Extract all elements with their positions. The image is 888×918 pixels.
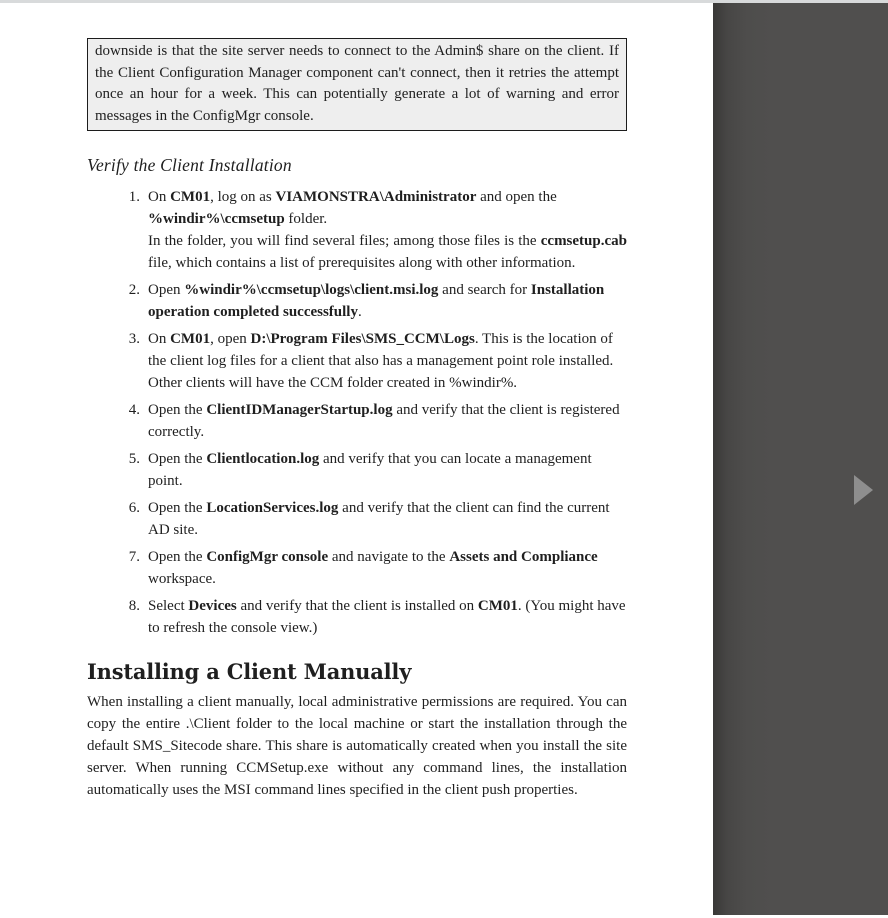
step-item-8 [87,595,627,639]
step-body [148,279,627,323]
step-number: 5. [128,451,140,467]
step-item-3 [87,328,627,394]
steps-list [87,186,627,639]
manual-section-paragraph: When installing a client manually, local administrative permissions are required. You can copy the entire .\Client folder to the local machine or start the installation through the default SMS_Sitecode share. This share is automatically created when you install the site server. When running CCMSetup.exe without any command lines, the installation automatically uses the MSI command lines specified in the client push properties. [87,694,627,798]
step-body [148,186,627,274]
step-number: 2. [128,282,140,298]
next-page-arrow-icon[interactable] [854,475,873,505]
step-text: In the folder, you will find several files; among those files is the ccmsetup.cab file, which contains a list of prerequisites along with other information. [148,233,627,271]
note-box-text: downside is that the site server needs to connect to the Admin$ share on the client. If the Client Configuration Manager component can't connect, then it retries the attempt once an hour for a week. This can potentially generate a lot of warning and error messages in the ConfigMgr console. [95,43,619,124]
step-text: Open %windir%\ccmsetup\logs\client.msi.log and search for Installation operation completed successfully. [148,282,605,320]
step-body [148,497,627,541]
step-text: Open the ClientIDManagerStartup.log and verify that the client is registered correctly. [148,402,620,440]
top-edge-strip [0,0,888,3]
step-number: 3. [128,331,140,347]
step-text: On CM01, log on as VIAMONSTRA\Administrator and open the %windir%\ccmsetup folder. [148,189,557,227]
step-number: 4. [128,402,140,418]
step-number: 6. [128,500,140,516]
step-item-1 [87,186,627,274]
step-text: Select Devices and verify that the client is installed on CM01. (You might have to refresh the console view.) [148,598,626,636]
document-page-content [87,38,627,801]
step-body [148,328,627,394]
step-item-5 [87,448,627,492]
step-body [148,399,627,443]
step-body [148,595,627,639]
step-item-7 [87,546,627,590]
step-text: Open the ConfigMgr console and navigate to the Assets and Compliance workspace. [148,549,598,587]
step-item-2 [87,279,627,323]
step-number: 1. [128,189,140,205]
step-body [148,546,627,590]
step-item-4 [87,399,627,443]
step-text: On CM01, open D:\Program Files\SMS_CCM\Logs. This is the location of the client log files for a client that also has a management point role installed. Other clients will have the CCM folder created in %windir%. [148,331,614,391]
section-heading-installing-client-manually: Installing a Client Manually [87,659,412,684]
step-text: Open the Clientlocation.log and verify that you can locate a management point. [148,451,592,489]
step-number: 8. [128,598,140,614]
step-number: 7. [128,549,140,565]
step-text: Open the LocationServices.log and verify that the client can find the current AD site. [148,500,610,538]
viewer-side-panel [713,2,888,915]
step-body [148,448,627,492]
step-item-6 [87,497,627,541]
section-heading-verify-client-installation: Verify the Client Installation [87,155,292,175]
note-box [87,38,627,131]
